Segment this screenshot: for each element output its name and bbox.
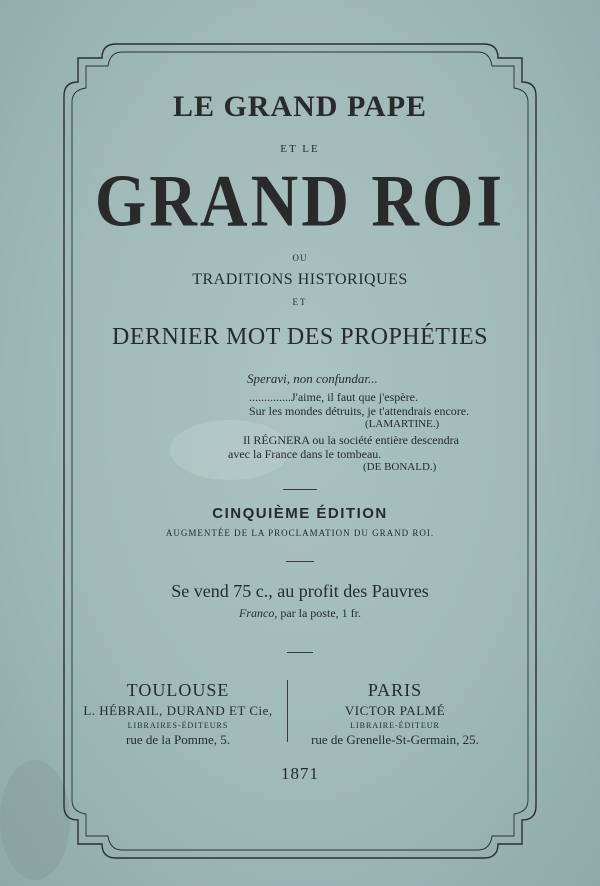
separator-dash [286,561,314,562]
epigraph-bonald-line-1: Il RÉGNERA ou la société entière descendra [243,433,459,447]
edition-augmented: AUGMENTÉE DE LA PROCLAMATION DU GRAND ROI. [165,528,435,538]
subtitle-line-2: DERNIER MOT DES PROPHÉTIES [112,324,488,350]
publisher-role: LIBRAIRES-ÉDITEURS [127,721,229,730]
column-divider [287,680,288,742]
epigraph-lamartine-line-2: Sur les mondes détruits, je t'attendrais encore. [249,404,470,418]
publisher-name: L. HÉBRAIL, DURAND ET Cie, [83,703,273,718]
epigraph-lamartine-author: (LAMARTINE.) [365,418,440,430]
conjunction-ou: OU [292,253,308,263]
publisher-role: LIBRAIRE-ÉDITEUR [350,721,440,730]
publisher-toulouse [68,680,288,748]
publisher-address: rue de la Pomme, 5. [126,732,230,747]
publication-year: 1871 [281,764,319,783]
title-line-1: LE GRAND PAPE [172,90,428,123]
publisher-paris [290,680,500,748]
epigraph-bonald-author: (DE BONALD.) [363,461,437,473]
franco-line [0,606,600,621]
separator-dash [287,652,313,653]
publisher-name: VICTOR PALMÉ [344,703,446,718]
epigraph-bonald-line-2: avec la France dans le tombeau. [228,447,382,461]
conjunction-et-le: ET LE [280,143,320,155]
publisher-address: rue de Grenelle-St-Germain, 25. [311,732,479,747]
publisher-city: PARIS [367,680,423,700]
edition-label: CINQUIÈME ÉDITION [212,505,388,522]
separator-dash [283,489,317,490]
epigraph-lamartine-line-1: ..............J'aime, il faut que j'espère. [249,390,418,404]
conjunction-et: ET [292,297,308,307]
franco-rest: , par la poste, 1 fr. [274,606,361,620]
title-line-2: GRAND ROI [94,160,506,243]
epigraph-motto: Speravi, non confundar... [247,371,378,386]
subtitle-line-1: TRADITIONS HISTORIQUES [192,271,408,288]
publisher-city: TOULOUSE [126,680,230,700]
price-line: Se vend 75 c., au profit des Pauvres [171,581,429,601]
franco-word: Franco [239,606,275,620]
